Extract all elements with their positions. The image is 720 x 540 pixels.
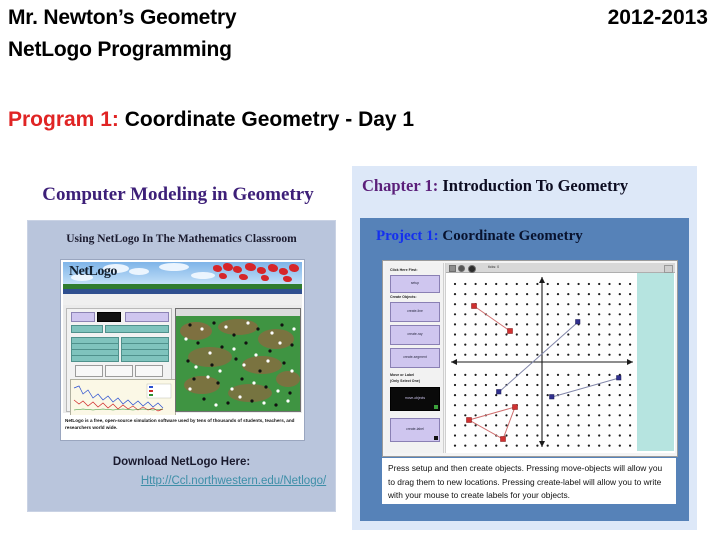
page-title: Mr. Newton’s Geometry <box>8 6 237 29</box>
view-side-strip <box>637 273 674 451</box>
project-title: Coordinate Geometry <box>438 228 583 244</box>
chapter-heading <box>362 176 628 196</box>
netlogo-control-pane <box>66 308 172 412</box>
create-line-button[interactable]: create-line <box>390 302 440 322</box>
netlogo-banner-text: NetLogo <box>69 264 117 279</box>
netlogo-world-view <box>175 308 301 412</box>
create-segment-button[interactable]: create-segment <box>390 348 440 368</box>
netlogo-screenshot <box>60 259 305 441</box>
left-panel-title: Computer Modeling in Geometry <box>42 184 314 205</box>
program-label: Program 1: <box>8 108 119 131</box>
create-ray-button[interactable]: create-ray <box>390 325 440 345</box>
left-slide-panel <box>0 168 348 530</box>
label-create-objects: Create Objects: <box>390 295 417 299</box>
world-patches <box>176 309 300 411</box>
view-toolbar <box>446 263 675 273</box>
download-link[interactable]: Http://Ccl.northwestern.edu/Netlogo/ <box>140 475 327 487</box>
view-settings-button[interactable] <box>664 265 673 273</box>
netlogo-caption: NetLogo is a free, open-source simulation software used by tens of thousands of students, teachers, and researchers world wide. <box>63 415 302 441</box>
chapter-label: Chapter 1: <box>362 176 439 195</box>
left-card-title: Using NetLogo In The Mathematics Classroom <box>66 233 297 245</box>
download-title: Download NetLogo Here: <box>112 456 251 468</box>
move-objects-button[interactable]: move-objects <box>390 387 440 411</box>
label-click-here-first: Click Here First: <box>390 268 418 272</box>
coordinate-grid[interactable] <box>447 273 637 451</box>
netlogo-plot <box>70 379 176 416</box>
label-move-or-label: Move or Label <box>390 373 415 377</box>
left-panel-card <box>27 220 336 512</box>
ticks-label: ticks: 0 <box>488 264 500 269</box>
program-heading <box>8 108 414 132</box>
netlogo-app-window <box>382 260 678 457</box>
plot-lines <box>71 380 175 415</box>
create-label-button[interactable]: create-label <box>390 418 440 442</box>
label-only-select-one: (Only Select One) <box>390 379 420 383</box>
chapter-title: Introduction To Geometry <box>438 176 629 195</box>
app-sidebar <box>385 263 444 453</box>
project-heading <box>376 228 583 245</box>
turtle-icon[interactable] <box>468 265 476 273</box>
program-title: Coordinate Geometry - Day 1 <box>118 108 415 131</box>
netlogo-body <box>63 305 302 413</box>
setup-button[interactable]: setup <box>390 275 440 293</box>
speed-icon[interactable] <box>458 265 465 272</box>
project-label: Project 1: <box>376 228 439 244</box>
coordinate-grid-svg <box>447 273 637 451</box>
school-year: 2012-2013 <box>607 6 708 29</box>
right-slide-panel <box>352 166 697 530</box>
grid-toggle-icon[interactable] <box>449 265 456 272</box>
instructions-text: Press setup and then create objects. Pressing move-objects will allow you to drag them to new locations. Pressing create-label will allow you to write with your mouse to create labels for your objects. <box>382 458 676 504</box>
app-view <box>445 263 675 453</box>
project-card <box>360 218 689 521</box>
page-subtitle: NetLogo Programming <box>8 38 232 61</box>
